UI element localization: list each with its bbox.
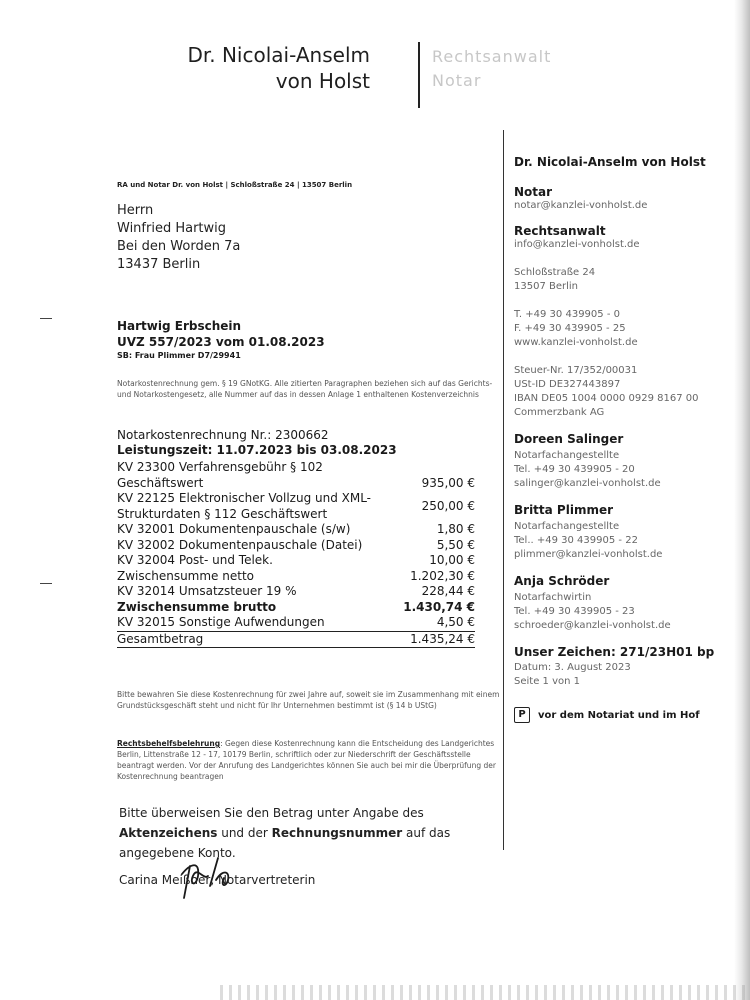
signer-name: Carina Meißner, Notarvertreterin [119,873,316,887]
invoice-row-amount: 250,00 € [421,498,475,513]
scan-bottom-noise [220,985,750,1000]
handwritten-signature [170,840,250,900]
invoice-row [117,522,475,538]
invoice-row-amount: 935,00 € [421,475,475,490]
parking-icon: P [514,707,530,723]
letter-date: Datum: 3. August 2023 [514,662,631,673]
invoice-table [117,428,475,648]
contact-fax: F. +49 30 439905 - 25 [514,323,626,334]
invoice-row-label: KV 32004 Post- und Telek. [117,553,273,567]
payment-text-1: Bitte überweisen Sie den Betrag unter Angabe des [119,806,424,820]
staff-1-name: Doreen Salinger [514,432,624,446]
fold-mark-middle [40,583,52,584]
contact-office-name: Dr. Nicolai-Anselm von Holst [514,155,706,169]
payment-text-2: und der [217,826,272,840]
staff-3-role: Notarfachwirtin [514,592,592,603]
invoice-row-label: Zwischensumme brutto [117,599,277,614]
contact-website[interactable]: www.kanzlei-vonholst.de [514,337,638,348]
staff-3-phone: Tel. +49 30 439905 - 23 [514,606,635,617]
scan-edge-shadow [734,0,750,1000]
staff-1-email[interactable]: salinger@kanzlei-vonholst.de [514,478,661,489]
address-salutation: Herrn [117,203,154,218]
invoice-period: Leistungszeit: 11.07.2023 bis 03.08.2023 [117,443,397,457]
invoice-row-total [117,632,475,649]
invoice-row-amount: 5,50 € [436,537,475,552]
subject-reference: UVZ 557/2023 vom 01.08.2023 [117,335,325,349]
contact-notar-email[interactable]: notar@kanzlei-vonholst.de [514,200,648,211]
invoice-row-label: KV 32001 Dokumentenpauschale (s/w) [117,522,351,536]
invoice-row-amount: 228,44 € [421,584,475,598]
invoice-row-amount: 1.435,24 € [410,631,475,646]
contact-notar-heading: Notar [514,185,553,199]
address-city: 13437 Berlin [117,257,201,272]
payment-bold-invoice-number: Rechnungsnummer [271,826,403,840]
contact-tax-number: Steuer-Nr. 17/352/00031 [514,365,638,376]
contact-lawyer-email[interactable]: info@kanzlei-vonholst.de [514,239,640,250]
letterhead-titles [432,45,551,93]
parking-text: vor dem Notariat und im Hof [538,709,700,721]
invoice-row-label: Zwischensumme netto [117,568,254,583]
intro-text: Notarkostenrechnung gem. § 19 GNotKG. Alle zitierten Paragraphen beziehen sich auf das Gerichts- und Notarkostengesetz, alle Nummer auf das in dessen Anlage 1 enthaltenen Kostenverzeichnis [117,379,493,399]
contact-lawyer-heading: Rechtsanwalt [514,224,606,238]
invoice-row-amount: 1,80 € [436,522,475,536]
letterhead-name [150,42,370,94]
invoice-row-subtotal-net [117,569,475,585]
letterhead-divider [418,42,420,108]
contact-phone: T. +49 30 439905 - 0 [514,309,620,320]
staff-2-name: Britta Plimmer [514,503,614,517]
sender-line: RA und Notar Dr. von Holst | Schloßstraße 24 | 13507 Berlin [117,181,353,189]
fold-mark-top [40,318,52,319]
letterhead-title-line1: Rechtsanwalt [432,47,552,66]
our-reference: Unser Zeichen: 271/23H01 bp [514,645,715,659]
invoice-row [117,538,475,554]
invoice-row [117,584,475,600]
parking-info [514,707,739,723]
retention-note: Bitte bewahren Sie diese Kostenrechnung für zwei Jahre auf, soweit sie im Zusammenhang mit einem Grundstücksgeschäft steht und nicht für Ihr Unternehmen bestimmt ist (§ 14 b UStG) [117,690,500,710]
invoice-row [117,491,475,522]
page-count: Seite 1 von 1 [514,676,580,687]
invoice-row-subtotal-gross [117,600,475,616]
letterhead-name-line1: Dr. Nicolai-Anselm [187,43,370,67]
subject-block [117,318,477,362]
staff-3-name: Anja Schröder [514,574,610,588]
invoice-row-label: KV 22125 Elektronischer Vollzug und XML-Strukturdaten § 112 Geschäftswert [117,491,372,521]
invoice-row [117,460,475,491]
invoice-number: Notarkostenrechnung Nr.: 2300662 [117,428,329,442]
subject-clerk: SB: Frau Plimmer D7/29941 [117,351,241,360]
payment-text-3: auf das angegebene Konto. [119,826,451,860]
letterhead-name-line2: von Holst [275,69,370,93]
contact-iban: IBAN DE05 1004 0000 0929 8167 00 [514,393,699,404]
staff-1-phone: Tel. +49 30 439905 - 20 [514,464,635,475]
staff-3-email[interactable]: schroeder@kanzlei-vonholst.de [514,620,671,631]
invoice-row-label: Gesamtbetrag [117,631,204,646]
sidebar-divider [503,130,504,850]
invoice-row-label: KV 32002 Dokumentenpauschale (Datei) [117,537,363,552]
invoice-row-amount: 10,00 € [429,553,475,567]
address-name: Winfried Hartwig [117,221,227,236]
invoice-row-label: KV 23300 Verfahrensgebühr § 102 Geschäftswert [117,460,323,490]
letterhead-title-line2: Notar [432,71,482,90]
invoice-row [117,553,475,569]
staff-1-role: Notarfachangestellte [514,450,620,461]
invoice-row-amount: 4,50 € [436,615,475,629]
contact-city: 13507 Berlin [514,281,579,292]
subject-title: Hartwig Erbschein [117,319,242,333]
staff-2-email[interactable]: plimmer@kanzlei-vonholst.de [514,549,663,560]
invoice-row-label: KV 32015 Sonstige Aufwendungen [117,615,325,629]
invoice-row-amount: 1.202,30 € [410,568,475,583]
invoice-row-amount: 1.430,74 € [403,599,475,614]
contact-street: Schloßstraße 24 [514,267,596,278]
invoice-row-label: KV 32014 Umsatzsteuer 19 % [117,584,297,598]
invoice-row [117,615,475,632]
legal-remedy-text: : Gegen diese Kostenrechnung kann die Entscheidung des Landgerichtes Berlin, Littenstraße 12 - 17, 10179 Berlin, schriftlich oder zur Niederschrift der Geschäftsstelle beantragt werden. Vor der Anrufung des Landgerichtes können Sie auch bei mir die Überprüfung der Kostenrechnung beantragen [117,739,496,781]
contact-vat-id: USt-ID DE327443897 [514,379,621,390]
contact-column [514,155,739,723]
legal-remedy-heading: Rechtsbehelfsbelehrung [117,739,221,748]
staff-2-phone: Tel.. +49 30 439905 - 22 [514,535,638,546]
address-street: Bei den Worden 7a [117,239,241,254]
recipient-address [117,202,240,274]
staff-2-role: Notarfachangestellte [514,521,620,532]
payment-bold-reference: Aktenzeichens [119,826,218,840]
legal-remedy-notice [117,738,502,782]
contact-bank: Commerzbank AG [514,407,605,418]
